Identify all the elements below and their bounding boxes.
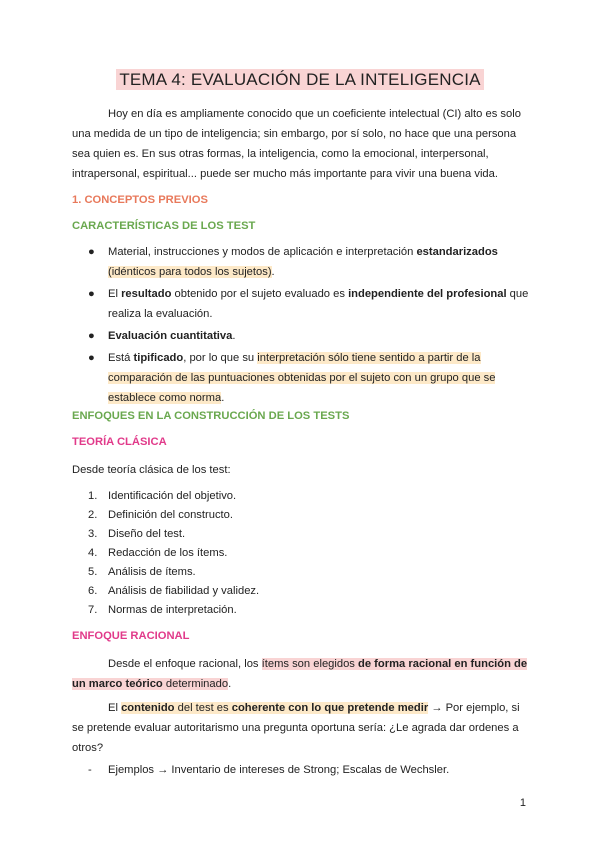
intro-paragraph: Hoy en día es ampliamente conocido que un coeficiente intelectual (CI) alto es solo una medida de un tipo de inteligencia; sin embargo, por sí solo, no hace que una persona sea quien es. En sus otras formas, la inteligencia, como la emocional, interpersonal, intrapersonal, espiritual... puede ser mucho más importante para vivir una buena vida. bbox=[72, 108, 521, 180]
racional-paragraph-1: Desde el enfoque racional, los ítems son elegidos de forma racional en función de un marco teórico determinado. bbox=[72, 658, 528, 690]
ejemplos-item: - Ejemplos → Inventario de intereses de Strong; Escalas de Wechsler. bbox=[72, 760, 532, 780]
list-item: 4. Redacción de los ítems. bbox=[88, 547, 228, 559]
list-item: 1. Identificación del objetivo. bbox=[88, 490, 237, 502]
list-item: 7. Normas de interpretación. bbox=[88, 604, 237, 616]
heading-teoria-clasica: TEORÍA CLÁSICA bbox=[72, 436, 167, 448]
dash-marker: - bbox=[88, 764, 92, 776]
list-item: 5. Análisis de ítems. bbox=[88, 566, 196, 578]
list-item: ● Evaluación cuantitativa. bbox=[72, 326, 532, 346]
list-item: ● Material, instrucciones y modos de aplicación e interpretación estandarizados (idénticos para todos los sujetos). bbox=[72, 242, 532, 282]
subheading-enfoques: ENFOQUES EN LA CONSTRUCCIÓN DE LOS TESTS bbox=[72, 410, 350, 422]
list-item: 3. Diseño del test. bbox=[88, 528, 186, 540]
teoria-intro: Desde teoría clásica de los test: bbox=[72, 464, 231, 476]
list-item: ● El resultado obtenido por el sujeto evaluado es independiente del profesional que realiza la evaluación. bbox=[72, 284, 532, 324]
steps-list bbox=[72, 487, 532, 620]
subheading-caracteristicas: CARACTERÍSTICAS DE LOS TEST bbox=[72, 220, 256, 232]
bullet-icon: ● bbox=[88, 246, 95, 258]
characteristics-list bbox=[72, 242, 532, 410]
list-item: ● Está tipificado, por lo que su interpretación sólo tiene sentido a partir de la comparación de las puntuaciones obtenidas por el sujeto con un grupo que se establece como norma. bbox=[72, 348, 532, 408]
page-title: TEMA 4: EVALUACIÓN DE LA INTELIGENCIA bbox=[0, 70, 600, 90]
heading-enfoque-racional: ENFOQUE RACIONAL bbox=[72, 630, 190, 642]
bullet-icon: ● bbox=[88, 288, 95, 300]
list-item: 2. Definición del constructo. bbox=[88, 509, 233, 521]
bullet-icon: ● bbox=[88, 352, 95, 364]
list-item: 6. Análisis de fiabilidad y validez. bbox=[88, 585, 260, 597]
racional-paragraph-2: El contenido del test es coherente con lo que pretende medir → Por ejemplo, si se pretende evaluar autoritarismo una pregunta oportuna sería: ¿Le agrada dar ordenes a otros? bbox=[72, 702, 520, 754]
page-number: 1 bbox=[519, 797, 526, 809]
section-heading-conceptos: 1. CONCEPTOS PREVIOS bbox=[72, 194, 208, 206]
bullet-icon: ● bbox=[88, 330, 95, 342]
